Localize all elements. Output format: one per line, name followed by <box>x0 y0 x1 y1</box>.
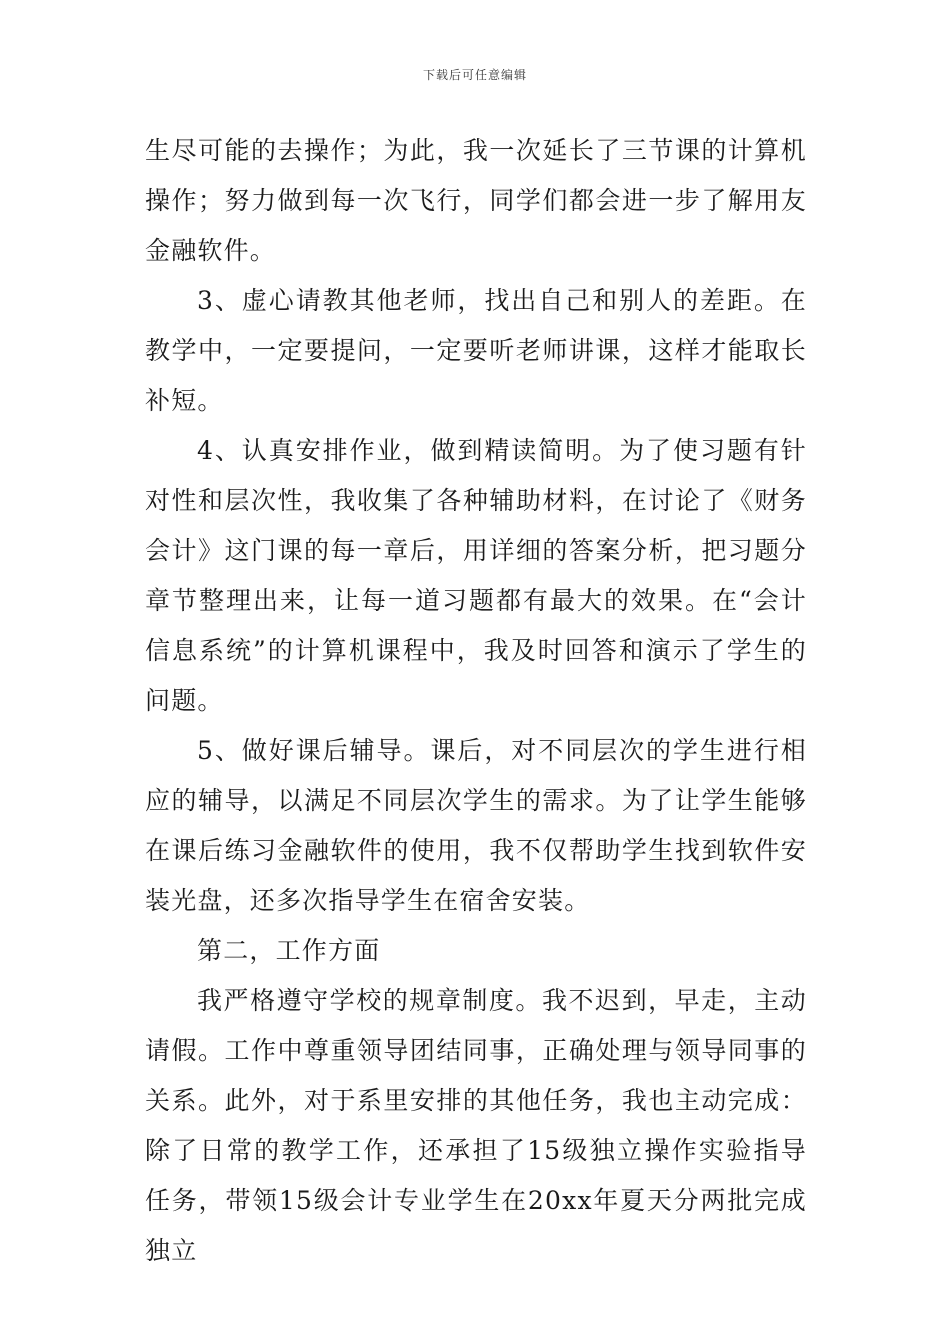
paragraph-work: 我严格遵守学校的规章制度。我不迟到，早走，主动请假。工作中尊重领导团结同事，正确处理与领导同事的关系。此外，对于系里安排的其他任务，我也主动完成：除了日常的教学工作，还承担了15级独立操作实验指导任务，带领15级会计专业学生在20xx年夏天分两批完成独立 <box>145 986 807 1265</box>
paragraph-item-3: 3、虚心请教其他老师，找出自己和别人的差距。在教学中，一定要提问，一定要听老师讲课，这样才能取长补短。 <box>145 286 807 415</box>
document-body <box>145 126 807 1276</box>
section-heading: 第二，工作方面 <box>197 936 381 965</box>
paragraph-continuation: 生尽可能的去操作；为此，我一次延长了三节课的计算机操作；努力做到每一次飞行，同学们都会进一步了解用友金融软件。 <box>145 136 807 265</box>
page-header: 下载后可任意编辑 <box>422 68 527 82</box>
paragraph-item-5: 5、做好课后辅导。课后，对不同层次的学生进行相应的辅导，以满足不同层次学生的需求。为了让学生能够在课后练习金融软件的使用，我不仅帮助学生找到软件安装光盘，还多次指导学生在宿舍安装。 <box>145 736 807 915</box>
paragraph-item-4: 4、认真安排作业，做到精读简明。为了使习题有针对性和层次性，我收集了各种辅助材料，在讨论了《财务会计》这门课的每一章后，用详细的答案分析，把习题分章节整理出来，让每一道习题都有最大的效果。在“会计信息系统”的计算机课程中，我及时回答和演示了学生的问题。 <box>145 436 807 715</box>
